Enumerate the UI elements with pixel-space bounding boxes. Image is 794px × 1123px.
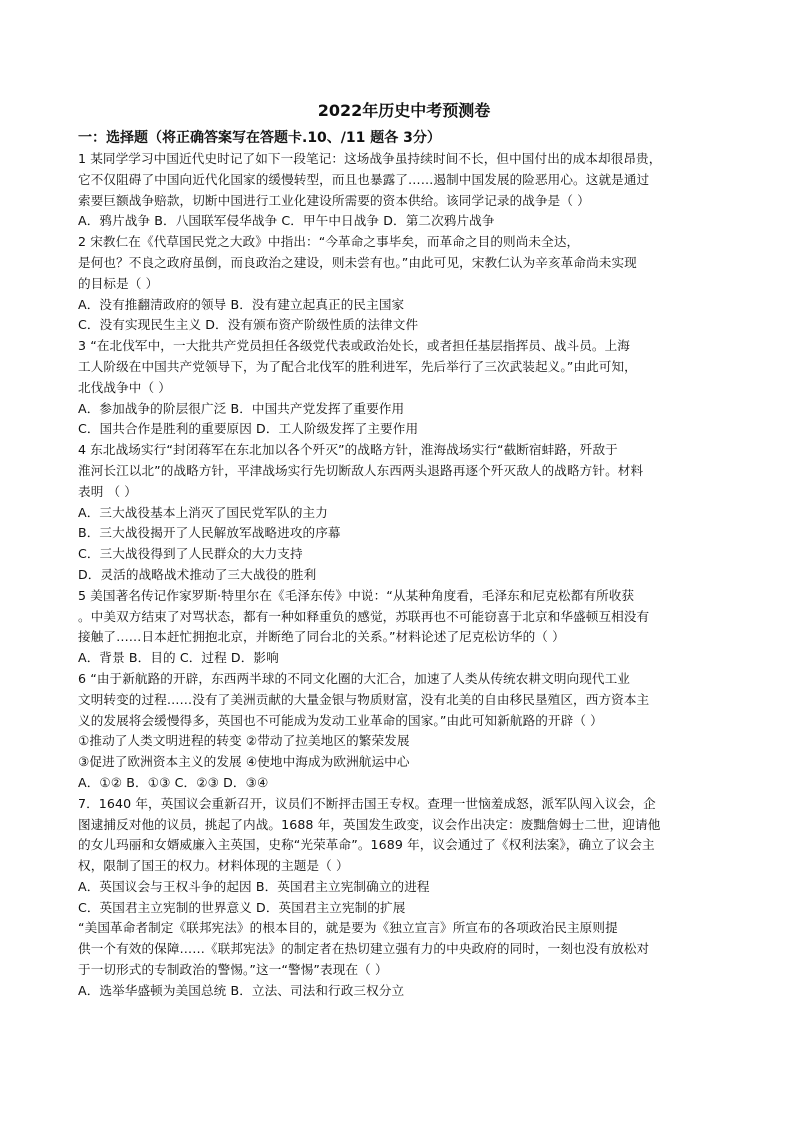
text-line: 2 宋教仁在《代草国民党之大政》中指出：“今革命之事毕矣，而革命之目的则尚未全达， xyxy=(78,234,580,250)
text-line: 表明 （ ） xyxy=(78,483,137,499)
text-line: 的女儿玛丽和女婿威廉入主英国，史称“光荣革命”。1689 年，议会通过了《权利法案》，确立了议会主 xyxy=(78,837,655,853)
text-line: A．没有推翻清政府的领导 B．没有建立起真正的民主国家 xyxy=(78,296,405,312)
text-line: A．①② B．①③ C．②③ D．③④ xyxy=(78,774,269,790)
text-line: D．灵活的战略战术推动了三大战役的胜利 xyxy=(78,566,317,582)
text-line: 供一个有效的保障……《联邦宪法》的制定者在热切建立强有力的中央政府的同时，一刻也没有放松对 xyxy=(78,941,650,957)
text-line: A．三大战役基本上消灭了国民党军队的主力 xyxy=(78,504,328,520)
text-line: 。中美双方结束了对骂状态，都有一种如释重负的感觉，苏联再也不可能窃喜于北京和华盛顿互相没有 xyxy=(78,608,650,624)
text-line: 6 “由于新航路的开辟，东西两半球的不同文化圈的大汇合，加速了人类从传统农耕文明向现代工业 xyxy=(78,670,630,686)
text-line: 义的发展将会缓慢得多，英国也不可能成为发动工业革命的国家。”由此可知新航路的开辟（ ） xyxy=(78,712,603,728)
question-body xyxy=(78,149,730,1002)
text-line: 1 某同学学习中国近代史时记了如下一段笔记：这场战争虽持续时间不长，但中国付出的成本却很昂贵， xyxy=(78,151,662,166)
text-line: 工人阶级在中国共产党领导下，为了配合北伐军的胜利进军，先后举行了三次武装起义。”由此可知， xyxy=(78,358,637,374)
text-line: 北伐战争中（ ） xyxy=(78,379,171,395)
text-line: 3 “在北伐军中，一大批共产党员担任各级党代表或政治处长，或者担任基层指挥员、战斗员。上海 xyxy=(78,338,630,354)
text-line: “美国革命者制定《联邦宪法》的根本目的，就是要为《独立宣言》所宣布的各项政治民主原则提 xyxy=(78,920,618,936)
text-line: 权，限制了国王的权力。材料体现的主题是（ ） xyxy=(78,858,349,874)
section-heading: 一：选择题（将正确答案写在答题卡.10、/11 题各 3分） xyxy=(78,130,441,146)
text-line: 4 东北战场实行“封闭蒋军在东北加以各个歼灭”的战略方针，淮海战场实行“截断宿蚌路，歼敌于 xyxy=(78,442,618,458)
text-line: A．英国议会与王权斗争的起因 B．英国君主立宪制确立的进程 xyxy=(78,878,430,894)
exam-title: 2022年历史中考预测卷 xyxy=(317,101,491,120)
text-line: C．英国君主立宪制的世界意义 D．英国君主立宪制的扩展 xyxy=(78,899,406,915)
text-line: 它不仅阻碍了中国向近代化国家的缓慢转型，而且也暴露了……遏制中国发展的险恶用心。这就是通过 xyxy=(78,171,650,187)
text-line: 文明转变的过程……没有了美洲贡献的大量金银与物质财富，没有北美的自由移民垦殖区，西方资本主 xyxy=(78,691,650,707)
text-line: C．没有实现民生主义 D．没有颁布资产阶级性质的法律文件 xyxy=(78,317,419,333)
text-line: A．参加战争的阶层很广泛 B．中国共产党发挥了重要作用 xyxy=(78,400,405,416)
text-line: A．鸦片战争 B．八国联军侵华战争 C．甲午中日战争 D．第二次鸦片战争 xyxy=(78,213,495,229)
text-line: 图逮捕反对他的议员，挑起了内战。1688 年，英国发生政变，议会作出决定：废黜詹姆士二世，迎请他 xyxy=(78,816,661,832)
text-line: A．选举华盛顿为美国总统 B．立法、司法和行政三权分立 xyxy=(78,982,405,998)
text-line: ③促进了欧洲资本主义的发展 ④使地中海成为欧洲航运中心 xyxy=(78,754,410,770)
text-line: C．三大战役得到了人民群众的大力支持 xyxy=(78,546,303,562)
text-line: C．国共合作是胜利的重要原因 D．工人阶级发挥了主要作用 xyxy=(78,421,419,437)
text-line: 淮河长江以北”的战略方针，平津战场实行先切断敌人东西两头退路再逐个歼灭敌人的战略方针。材料 xyxy=(78,462,644,478)
text-line: 是何也？不良之政府虽倒，而良政治之建设，则未尝有也。”由此可见，宋教仁认为辛亥革命尚未实现 xyxy=(78,254,637,270)
exam-page xyxy=(78,100,730,1002)
text-line: 于一切形式的专制政治的警惕。”这一“警惕”表现在（ ） xyxy=(78,962,388,978)
text-line: 7．1640 年，英国议会重新召开，议员们不断抨击国王专权。查理一世恼羞成怒，派军队闯入议会，企 xyxy=(78,795,656,811)
text-line: 索要巨额战争赔款，切断中国进行工业化建设所需要的资本供给。该同学记录的战争是（ ） xyxy=(78,192,590,208)
text-line: A．背景 B．目的 C．过程 D．影响 xyxy=(78,650,279,666)
text-line: 接触了……日本赶忙拥抱北京，并断绝了同台北的关系。”材料论述了尼克松访华的（ ） xyxy=(78,629,565,645)
text-line: B．三大战役揭开了人民解放军战略进攻的序幕 xyxy=(78,525,341,541)
text-line: 5 美国著名传记作家罗斯·特里尔在《毛泽东传》中说：“从某种角度看，毛泽东和尼克松都有所收获 xyxy=(78,587,635,603)
text-line: 的目标是（ ） xyxy=(78,275,159,291)
text-line: ①推动了人类文明进程的转变 ②带动了拉美地区的繁荣发展 xyxy=(78,733,410,749)
